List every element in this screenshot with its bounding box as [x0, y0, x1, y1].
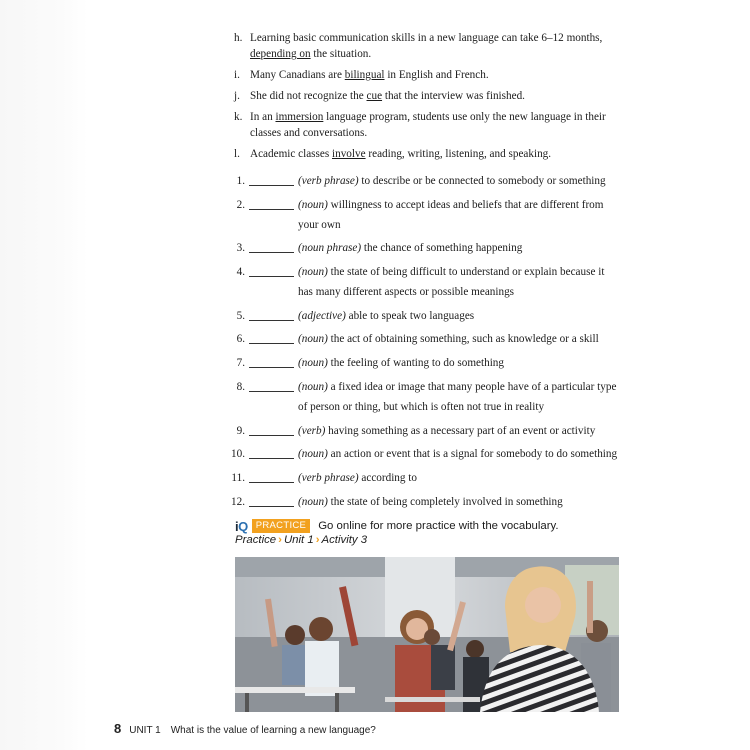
sentence-text-before: Academic classes — [250, 148, 333, 160]
definition-number: 2. — [236, 198, 245, 211]
sentence-letter: l. — [234, 148, 240, 160]
answer-blank[interactable] — [249, 506, 294, 507]
definition-item — [228, 306, 620, 326]
definition-number: 6. — [236, 333, 245, 346]
definition-text: according to — [358, 471, 417, 484]
definition-item — [228, 444, 620, 464]
definition-item — [228, 353, 620, 373]
sentence-text-before: In an — [250, 111, 276, 123]
sentence-text-after: language program, students use only the new language in their classes and conversations. — [250, 111, 606, 139]
definition-text: to describe or be connected to somebody or something — [358, 175, 606, 187]
sentence-item — [234, 67, 626, 83]
answer-blank[interactable] — [249, 185, 294, 186]
iq-practice-line — [235, 518, 559, 534]
chevron-right-icon: › — [315, 534, 320, 546]
answer-blank[interactable] — [249, 320, 294, 321]
definition-number: 11. — [231, 471, 245, 484]
unit-label: UNIT 1 — [129, 725, 161, 736]
definition-number: 1. — [236, 175, 245, 187]
definition-number: 9. — [236, 424, 245, 437]
part-of-speech: (verb) — [298, 424, 326, 437]
sentence-letter: k. — [234, 111, 243, 123]
practice-instruction: Go online for more practice with the vocabulary. — [318, 520, 559, 532]
iq-logo: iQ — [235, 518, 248, 534]
part-of-speech: (noun) — [298, 357, 328, 370]
vocabulary-word: immersion — [275, 111, 324, 123]
definition-item — [228, 238, 620, 258]
part-of-speech: (noun) — [298, 495, 328, 508]
sentence-letter: h. — [234, 32, 243, 44]
sentence-letter: j. — [234, 90, 240, 102]
part-of-speech: (noun) — [298, 266, 328, 279]
vocabulary-word: depending on — [250, 48, 311, 60]
sentence-item — [234, 146, 626, 162]
part-of-speech: (noun phrase) — [298, 242, 362, 255]
definition-item — [228, 195, 620, 235]
sentence-text-after: in English and French. — [384, 69, 489, 81]
definition-text: having something as a necessary part of an event or activity — [325, 424, 596, 437]
part-of-speech: (verb phrase) — [298, 471, 359, 484]
page-gutter — [0, 0, 88, 750]
answer-blank[interactable] — [249, 458, 294, 459]
sentence-item — [234, 30, 626, 62]
answer-blank[interactable] — [249, 343, 294, 344]
sentence-text-before: She did not recognize the — [250, 90, 367, 102]
answer-blank[interactable] — [249, 435, 294, 436]
definition-item — [228, 492, 620, 512]
vocabulary-word: cue — [366, 90, 383, 102]
classroom-photo — [235, 557, 619, 712]
vocabulary-word: involve — [332, 148, 366, 160]
example-sentences — [234, 30, 626, 167]
sentence-text-after: the situation. — [310, 48, 372, 60]
definition-item — [228, 377, 620, 417]
definition-number: 7. — [236, 357, 245, 370]
definition-item — [228, 329, 620, 349]
answer-blank[interactable] — [249, 209, 294, 210]
definition-number: 8. — [236, 380, 245, 393]
definition-text: the feeling of wanting to do something — [327, 357, 504, 370]
sentence-item — [234, 109, 626, 141]
part-of-speech: (noun) — [298, 380, 328, 393]
definition-number: 5. — [236, 309, 245, 322]
path-unit: Unit 1 — [283, 534, 314, 546]
page-footer — [114, 721, 376, 739]
definition-text: the act of obtaining something, such as knowledge or a skill — [327, 333, 599, 346]
definition-number: 4. — [236, 266, 245, 279]
definition-item — [228, 468, 620, 488]
definition-item — [228, 262, 620, 302]
answer-blank[interactable] — [249, 252, 294, 253]
part-of-speech: (noun) — [298, 198, 328, 211]
part-of-speech: (verb phrase) — [298, 175, 359, 187]
definition-list — [228, 171, 620, 515]
answer-blank[interactable] — [249, 482, 294, 483]
definition-text: the state of being completely involved in something — [327, 495, 563, 508]
answer-blank[interactable] — [249, 276, 294, 277]
practice-badge: PRACTICE — [252, 519, 310, 533]
definition-number: 10. — [231, 448, 245, 461]
chevron-right-icon: › — [278, 534, 282, 546]
sentence-letter: i. — [234, 69, 240, 81]
answer-blank[interactable] — [249, 391, 294, 392]
practice-path — [235, 534, 367, 549]
definition-text: able to speak two languages — [345, 309, 475, 322]
sentence-item — [234, 88, 626, 104]
part-of-speech: (noun) — [298, 333, 328, 346]
definition-text: willingness to accept ideas and beliefs that are different from your own — [298, 198, 604, 231]
vocabulary-word: bilingual — [344, 69, 385, 81]
sentence-text-after: that the interview was finished. — [382, 90, 525, 102]
unit-question: What is the value of learning a new language? — [170, 725, 376, 736]
path-activity: Activity 3 — [321, 534, 368, 546]
definition-text: an action or event that is a signal for somebody to do something — [327, 448, 618, 461]
answer-blank[interactable] — [249, 367, 294, 368]
definition-number: 3. — [236, 242, 245, 255]
definition-text: the chance of something happening — [361, 242, 523, 255]
path-practice: Practice — [235, 534, 277, 546]
page-number: 8 — [114, 721, 122, 736]
sentence-text-before: Learning basic communication skills in a new language can take 6–12 months, — [250, 32, 603, 44]
definition-number: 12. — [231, 495, 245, 508]
part-of-speech: (adjective) — [298, 309, 346, 322]
definition-text: the state of being difficult to understand or explain because it has many different aspects or possible meanings — [298, 266, 605, 299]
sentence-text-before: Many Canadians are — [250, 69, 345, 81]
definition-item — [228, 421, 620, 441]
sentence-text-after: reading, writing, listening, and speaking. — [365, 148, 552, 160]
definition-item — [228, 171, 620, 191]
definition-text: a fixed idea or image that many people have of a particular type of person or thing, but which is often not true in reality — [298, 380, 617, 413]
part-of-speech: (noun) — [298, 448, 328, 461]
